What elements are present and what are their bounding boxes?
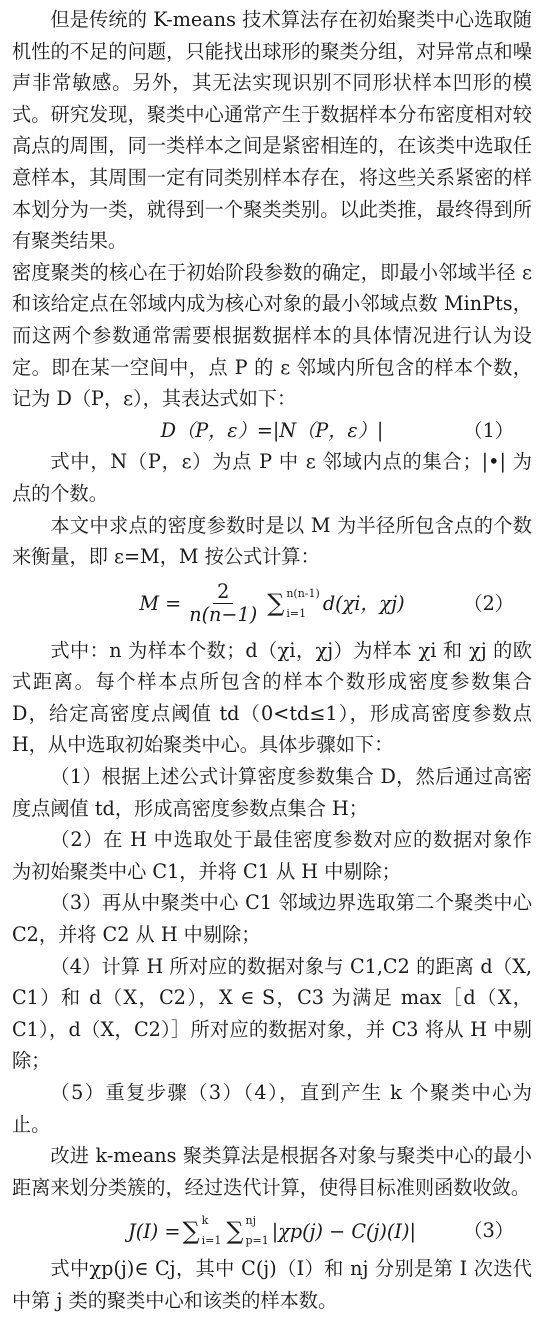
equation-3-sum2-symbol: ∑ [226, 1216, 244, 1245]
equation-2-body: d(χi，χj) [322, 591, 405, 615]
equation-2 [12, 573, 532, 635]
equation-2-sum-upper: n(n-1) [286, 586, 320, 600]
equation-3-sum1-limits [202, 1215, 222, 1247]
paragraph-eq2-explanation: 式中：n 为样本个数；d（χi，χj）为样本 χi 和 χj 的欧式距离。每个样本点所包含的样本个数形成密度参数集合 D，给定高密度点阈值 td（0<td≤1），形成高密度参数点 H，从中选取初始聚类中心。具体步骤如下： [12, 638, 532, 757]
equation-2-sum-symbol: ∑ [267, 588, 285, 617]
paragraph-improved-kmeans: 改进 k-means 聚类算法是根据各对象与聚类中心的最小距离来划分类簇的，经过迭代计算，使得目标准则函数收敛。 [12, 1144, 532, 1199]
equation-2-sum-lower: i=1 [286, 606, 307, 620]
paragraph-eq3-explanation: 式中χp(j)∈ Cj，其中 C(j)（I）和 nj 分别是第 I 次迭代中第 j 类的聚类中心和该类的样本数。 [12, 1257, 532, 1312]
step-1: （1）根据上述公式计算密度参数集合 D，然后通过高密度点阈值 td，形成高密度参数点集合 H； [12, 765, 532, 820]
equation-1-body: D（P，ε）=|N（P，ε）| [160, 418, 384, 442]
step-4: （4）计算 H 所对应的数据对象与 C1,C2 的距离 d（X, C1）和 d（X，C2），X ∈ S，C3 为满足 max［d（X，C1），d（X，C2）］所对应的数据对象，并 C3 将从 H 中剔除； [12, 954, 532, 1073]
equation-2-sum-limits [286, 588, 319, 620]
equation-3-lhs: J(I) = [128, 1219, 181, 1243]
equation-3 [12, 1209, 532, 1253]
equation-2-lhs: M = [139, 591, 182, 615]
step-5: （5）重复步骤（3）（4），直到产生 k 个聚类中心为止。 [12, 1081, 532, 1136]
equation-3-sum2-lower: p=1 [245, 1234, 269, 1248]
equation-3-sum2-upper: nj [245, 1214, 256, 1228]
step-3: （3）再从中聚类中心 C1 邻域边界选取第二个聚类中心 C2，并将 C2 从 H 中剔除； [12, 891, 532, 947]
paragraph-density-parameter: 本文中求点的密度参数时是以 M 为半径所包含点的个数来衡量，即 ε=M，M 按公式计算： [12, 513, 532, 569]
equation-3-sum1-upper: k [201, 1214, 209, 1228]
equation-2-fraction-denominator: n(n−1) [189, 603, 258, 627]
equation-2-fraction-numerator: 2 [213, 581, 233, 604]
equation-1 [12, 415, 532, 447]
paragraph-kmeans-limitations: 但是传统的 K-means 技术算法存在初始聚类中心选取随机性的不足的问题，只能找出球形的聚类分组，对异常点和噪声非常敏感。另外，其无法实现识别不同形状样本凹形的模式。研究发现，聚类中心通常产生于数据样本分布密度相对较高点的周围，同一类样本之间是紧密相连的，在该类中选取任意样本，其周围一定有同类别样本存在，将这些关系紧密的样本划分为一类，就得到一个聚类类别。以此类推，最终得到所有聚类结果。 [12, 8, 532, 253]
paragraph-density-clustering: 密度聚类的核心在于初始阶段参数的确定，即最小邻域半径 ε 和该给定点在邻域内成为核心对象的最小邻域点数 MinPts，而这两个参数通常需要根据数据样本的具体情况进行认为设定。即在某一空间中，点 P 的 ε 邻域内所包含的样本个数，记为 D（P，ε），其表达式如下： [12, 260, 532, 411]
equation-2-fraction [185, 581, 261, 626]
step-2: （2）在 H 中选取处于最佳密度参数对应的数据对象作为初始聚类中心 C1，并将 C1 从 H 中剔除； [12, 828, 532, 883]
paragraph-eq1-explanation: 式中，N（P，ε）为点 P 中 ε 邻域内点的集合；|•| 为点的个数。 [12, 450, 532, 505]
equation-3-body: |χp(j) − C(j)(I)| [271, 1219, 416, 1243]
equation-3-sum1-lower: i=1 [201, 1234, 222, 1248]
equation-1-number: （1） [463, 418, 514, 442]
equation-3-number: （3） [463, 1219, 514, 1243]
equation-3-sum2-limits [245, 1215, 268, 1247]
equation-2-number: （2） [463, 591, 514, 615]
equation-3-sum1-symbol: ∑ [182, 1216, 200, 1245]
